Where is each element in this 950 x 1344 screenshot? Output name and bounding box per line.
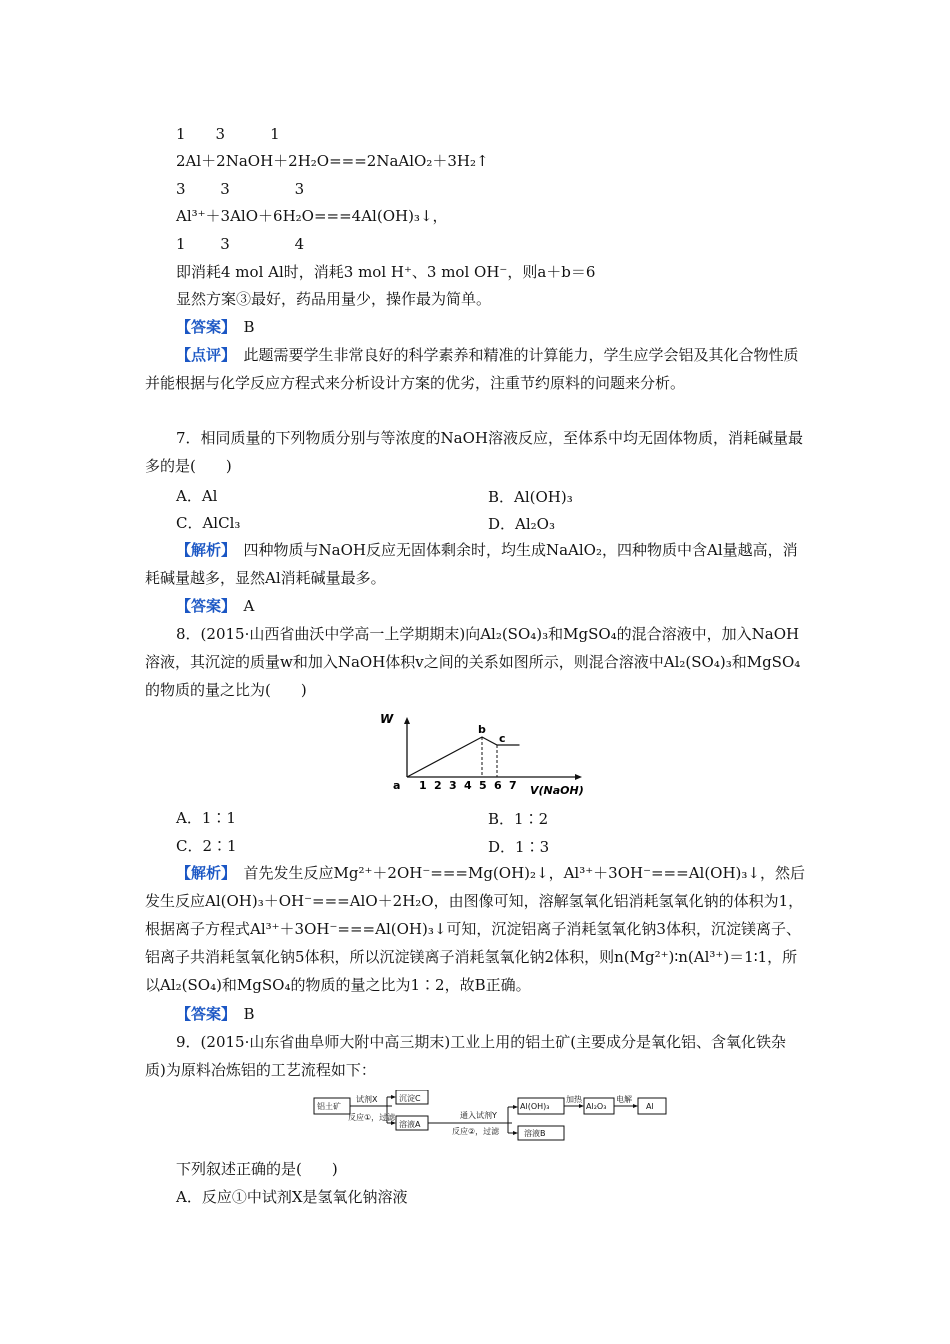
point-label-b: b — [478, 723, 486, 736]
answer-tag: 【答案】 — [176, 1005, 229, 1023]
equation-2: Al³⁺＋3AlO＋6H₂O===4Al(OH)₃↓， — [176, 207, 448, 225]
chart-axes — [404, 717, 582, 780]
ore-box: 铝土矿 — [317, 1102, 341, 1111]
q8-option-d: D．1∶3 — [488, 838, 550, 856]
solution-a-box: 溶液A — [399, 1120, 421, 1129]
x-tick-label: 3 — [449, 779, 457, 792]
q8-analysis — [145, 859, 805, 999]
q8-chart — [372, 708, 587, 800]
x-axis-label: V(NaOH) — [530, 784, 584, 797]
answer-tag: 【答案】 — [176, 318, 229, 336]
q7-option-d: D．Al₂O₃ — [488, 515, 555, 533]
answer-value: B — [243, 1005, 255, 1023]
conclusion-2: 显然方案③最好，药品用量少，操作最为简单。 — [176, 290, 492, 308]
analysis-tag: 【解析】 — [176, 864, 229, 882]
x-tick-label: 1 — [419, 779, 427, 792]
q7-option-c: C．AlCl₃ — [176, 514, 241, 532]
analysis-text: 首先发生反应Mg²⁺＋2OH⁻===Mg(OH)₂↓，Al³⁺＋3OH⁻===Al(OH)₃↓，然后发生反应Al(OH)₃＋OH⁻===AlO＋2H₂O，由图像可知，溶解氢氧化铝消耗氢氧化钠的体积为1，根据离子方程式Al³⁺＋3OH⁻===Al(OH)₃↓可知，沉淀铝离子消耗氢氧化钠3体积，沉淀镁离子、铝离子共消耗氢氧化钠5体积，所以沉淀镁离子消耗氢氧化钠2体积，则n(Mg²⁺)∶n(Al³⁺)＝1∶1，所以Al₂(SO₄)和MgSO₄的物质的量之比为1∶2，故B正确。 — [145, 864, 805, 994]
y-axis-label: W — [380, 712, 394, 726]
x-tick-label: 5 — [479, 779, 487, 792]
q9-question: 下列叙述正确的是( ) — [176, 1160, 338, 1178]
q8-option-b: B．1∶2 — [488, 810, 549, 828]
q8-option-a: A．1∶1 — [176, 809, 236, 827]
aloh3-box: Al(OH)₃ — [520, 1102, 550, 1111]
q8-answer — [176, 1004, 255, 1024]
reagent-y-label: 通入试剂Y — [460, 1111, 497, 1120]
answer-value: B — [243, 318, 255, 336]
analysis-tag: 【解析】 — [176, 541, 229, 559]
q6-comment — [145, 341, 805, 397]
q8-stem: 8．(2015·山西省曲沃中学高一上学期期末)向Al₂(SO₄)₃和MgSO₄的混合溶液中，加入NaOH溶液，其沉淀的质量w和加入NaOH体积v之间的关系如图所示，则混合溶液中Al₂(SO₄)₃和MgSO₄的物质的量之比为( ) — [145, 625, 801, 699]
conclusion-1: 即消耗4 mol Al时，消耗3 mol H⁺、3 mol OH⁻，则a＋b＝6 — [176, 263, 596, 281]
solution-b-box: 溶液B — [524, 1129, 546, 1138]
x-tick-label: 4 — [464, 779, 472, 792]
q9-flowchart — [312, 1090, 672, 1146]
coefficient-row-1: 1 3 1 — [176, 125, 280, 143]
q7-option-b: B．Al(OH)₃ — [488, 488, 573, 506]
q7-stem: 7．相同质量的下列物质分别与等浓度的NaOH溶液反应，至体系中均无固体物质，消耗碱量最多的是( ) — [145, 429, 803, 475]
reagent-x-label: 试剂X — [356, 1095, 378, 1104]
comment-text: 此题需要学生非常良好的科学素养和精准的计算能力，学生应学会铝及其化合物性质并能根据与化学反应方程式来分析设计方案的优劣，注重节约原料的问题来分析。 — [145, 346, 799, 392]
coefficient-row-2: 3 3 3 — [176, 180, 305, 198]
al2o3-box: Al₂O₃ — [586, 1102, 607, 1111]
point-label-c: c — [499, 732, 506, 745]
comment-tag: 【点评】 — [176, 346, 229, 364]
q9-stem: 9．(2015·山东省曲阜师大附中高三期末)工业上用的铝土矿(主要成分是氧化铝、含氧化铁杂质)为原料冶炼铝的工艺流程如下： — [145, 1033, 787, 1079]
heat-label: 加热 — [566, 1095, 582, 1104]
q7-option-a: A．Al — [176, 487, 218, 505]
electrolysis-label: 电解 — [616, 1095, 632, 1104]
equation-1: 2Al＋2NaOH＋2H₂O===2NaAlO₂＋3H₂↑ — [176, 152, 489, 170]
step1-label: 反应①，过滤 — [348, 1113, 396, 1122]
answer-value: A — [243, 597, 255, 615]
q8-option-c: C．2∶1 — [176, 837, 237, 855]
x-tick-label: a — [393, 779, 401, 792]
precipitate-c-box: 沉淀C — [399, 1094, 421, 1103]
x-tick-label: 7 — [509, 779, 517, 792]
q7-answer — [176, 596, 254, 616]
al-box: Al — [646, 1102, 654, 1111]
q9-option-a: A．反应①中试剂X是氢氧化钠溶液 — [176, 1188, 408, 1206]
q6-answer — [176, 317, 255, 337]
coefficient-row-3: 1 3 4 — [176, 235, 305, 253]
step2-label: 反应②，过滤 — [452, 1127, 500, 1136]
answer-tag: 【答案】 — [176, 597, 229, 615]
q7-analysis — [145, 536, 805, 592]
x-tick-label: 2 — [434, 779, 442, 792]
x-tick-label: 6 — [494, 779, 502, 792]
analysis-text: 四种物质与NaOH反应无固体剩余时，均生成NaAlO₂，四种物质中含Al量越高，消耗碱量越多，显然Al消耗碱量最多。 — [145, 541, 798, 587]
